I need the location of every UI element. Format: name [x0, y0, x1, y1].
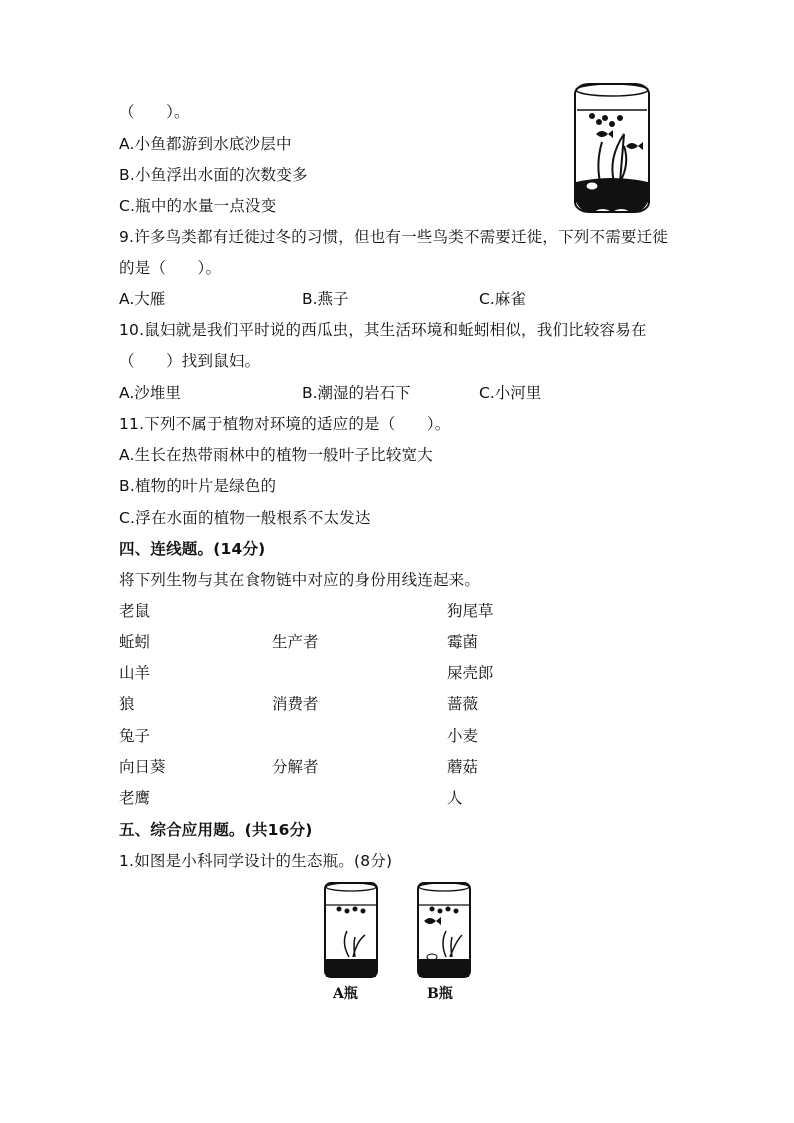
q11-option-a: A.生长在热带雨林中的植物一般叶子比较宽大	[119, 446, 433, 464]
section4-instruction: 将下列生物与其在食物链中对应的身份用线连起来。	[119, 571, 481, 589]
q10-option-a: A.沙堆里	[119, 384, 181, 402]
section5-heading: 五、综合应用题。(共16分)	[119, 821, 313, 839]
section5-q1: 1.如图是小科同学设计的生态瓶。(8分)	[119, 852, 393, 870]
bottle-b-caption: B瓶	[427, 986, 453, 1002]
q10-line2: （ ）找到鼠妇。	[119, 352, 261, 370]
q9-option-c: C.麻雀	[479, 290, 526, 308]
right-item-foxtail: 狗尾草	[447, 602, 494, 620]
q9-option-a: A.大雁	[119, 290, 166, 308]
left-item-earthworm: 蚯蚓	[119, 633, 151, 651]
bottle-a-caption: A瓶	[333, 986, 358, 1002]
role-producer: 生产者	[272, 633, 319, 651]
q11-option-c: C.浮在水面的植物一般根系不太发达	[119, 509, 371, 527]
q8-option-a: A.小鱼都游到水底沙层中	[119, 135, 292, 153]
left-item-wolf: 狼	[119, 695, 135, 713]
right-item-mold: 霉菌	[447, 633, 479, 651]
left-item-rabbit: 兔子	[119, 727, 151, 745]
right-item-human: 人	[447, 789, 463, 807]
q8-tail: （ ）。	[119, 103, 190, 121]
left-item-goat: 山羊	[119, 664, 151, 682]
q8-option-c: C.瓶中的水量一点没变	[119, 197, 277, 215]
right-item-rose: 蔷薇	[447, 695, 479, 713]
q9-line2: 的是（ ）。	[119, 259, 222, 277]
left-item-mouse: 老鼠	[119, 602, 151, 620]
section4-heading: 四、连线题。(14分)	[119, 540, 266, 558]
left-item-sunflower: 向日葵	[119, 758, 166, 776]
bottle-a-illustration	[323, 881, 379, 979]
left-item-eagle: 老鹰	[119, 789, 151, 807]
q9-line1: 9.许多鸟类都有迁徙过冬的习惯，但也有一些鸟类不需要迁徙，下列不需要迁徙	[119, 228, 668, 246]
q9-option-b: B.燕子	[302, 290, 349, 308]
role-decomposer: 分解者	[272, 758, 319, 776]
q10-option-b: B.潮湿的岩石下	[302, 384, 411, 402]
right-item-wheat: 小麦	[447, 727, 479, 745]
right-item-mushroom: 蘑菇	[447, 758, 479, 776]
q10-line1: 10.鼠妇就是我们平时说的西瓜虫，其生活环境和蚯蚓相似，我们比较容易在	[119, 321, 647, 339]
q11-option-b: B.植物的叶片是绿色的	[119, 477, 277, 495]
bottle-b-illustration	[416, 881, 472, 979]
eco-bottle-fish-illustration	[572, 82, 652, 216]
right-item-dung-beetle: 屎壳郎	[447, 664, 494, 682]
q8-option-b: B.小鱼浮出水面的次数变多	[119, 166, 308, 184]
q10-option-c: C.小河里	[479, 384, 542, 402]
q11-line1: 11.下列不属于植物对环境的适应的是（ ）。	[119, 415, 451, 433]
role-consumer: 消费者	[272, 695, 319, 713]
